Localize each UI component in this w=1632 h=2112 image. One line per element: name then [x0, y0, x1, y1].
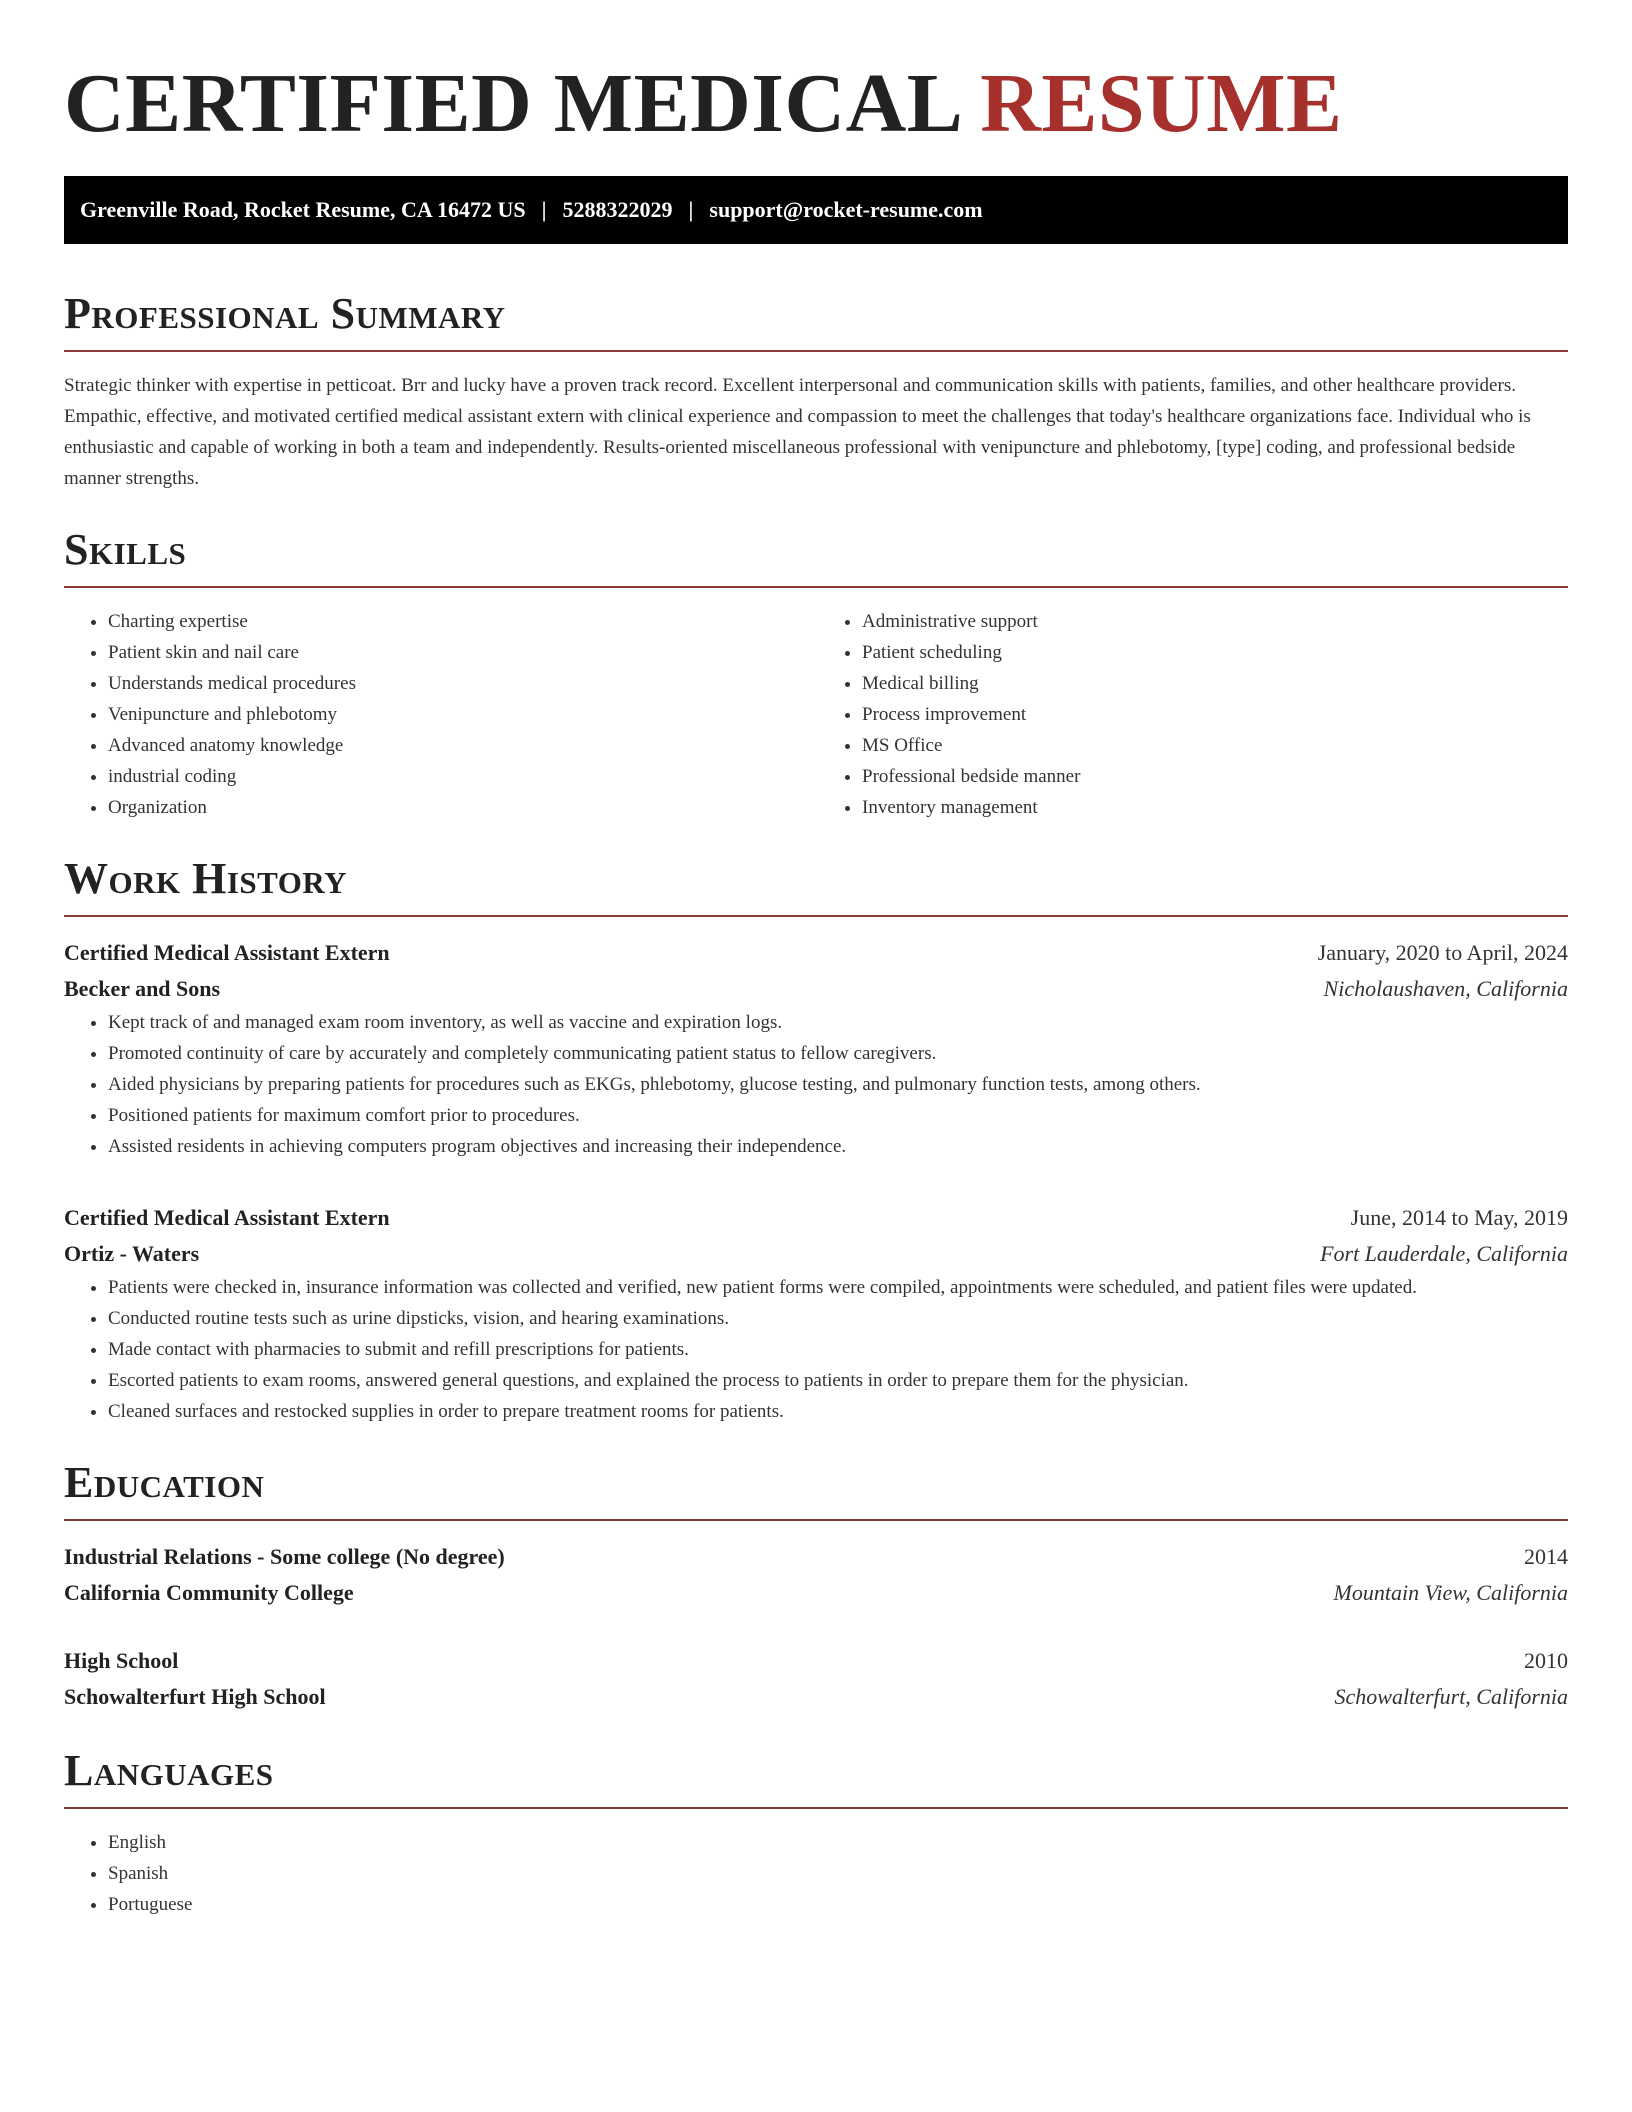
work-history-heading: Work History — [64, 854, 348, 903]
skill-item: • Advanced anatomy knowledge — [108, 730, 814, 761]
skill-item: • Organization — [108, 792, 814, 823]
education-degree: High School — [64, 1648, 179, 1673]
contact-address: Greenville Road, Rocket Resume, CA 16472 US — [80, 197, 526, 222]
skill-item: • industrial coding — [108, 761, 814, 792]
education-school: Schowalterfurt High School — [64, 1684, 326, 1709]
summary-text: Strategic thinker with expertise in petticoat. Brr and lucky have a proven track record. Excellent interpersonal and communication skills with patients, families, and other healthcare providers. Empathic, effective, and motivated certified medical assistant extern with clinical experience and compassion to meet the challenges that today's healthcare organizations face. Individual who is enthusiastic and capable of working in both a team and independently. Results-oriented miscellaneous professional with venipuncture and phlebotomy, [type] coding, and professional bedside manner strengths. — [64, 375, 1531, 489]
education-school-row — [64, 1679, 1568, 1715]
work-history-section — [64, 853, 1568, 1427]
job-company: Ortiz - Waters — [64, 1241, 200, 1266]
job-bullet: • Kept track of and managed exam room inventory, as well as vaccine and expiration logs. — [108, 1007, 1568, 1038]
education-degree: Industrial Relations - Some college (No degree) — [64, 1544, 505, 1569]
skill-item: • Understands medical procedures — [108, 668, 814, 699]
title-part-2: RESUME — [980, 57, 1343, 150]
education-school-row — [64, 1575, 1568, 1611]
job-bullets — [64, 1272, 1568, 1427]
skill-item: • Patient skin and nail care — [108, 637, 814, 668]
title-part-1: CERTIFIED MEDICAL — [64, 57, 959, 150]
skill-item: • Administrative support — [862, 606, 1568, 637]
education-entry — [64, 1643, 1568, 1715]
contact-separator: | — [541, 197, 547, 222]
skills-list-right — [814, 606, 1568, 823]
section-divider — [64, 586, 1568, 588]
contact-bar — [64, 176, 1568, 244]
skill-item: • Professional bedside manner — [862, 761, 1568, 792]
entry-spacer — [64, 1162, 1568, 1200]
contact-separator: | — [688, 197, 694, 222]
resume-title — [64, 56, 1568, 152]
education-section — [64, 1457, 1568, 1715]
skills-grid — [64, 606, 1568, 823]
skill-item: • Process improvement — [862, 699, 1568, 730]
job-dates: June, 2014 to May, 2019 — [1350, 1205, 1568, 1230]
skill-item: • Patient scheduling — [862, 637, 1568, 668]
education-location: Mountain View, California — [1333, 1580, 1568, 1605]
entry-spacer — [64, 1611, 1568, 1643]
job-dates: January, 2020 to April, 2024 — [1317, 940, 1568, 965]
section-divider — [64, 1519, 1568, 1521]
skills-heading: Skills — [64, 525, 187, 574]
job-title-row — [64, 935, 1568, 971]
skill-item: • Venipuncture and phlebotomy — [108, 699, 814, 730]
language-item: • Portuguese — [108, 1889, 1568, 1920]
section-divider — [64, 915, 1568, 917]
skill-item: • Medical billing — [862, 668, 1568, 699]
job-bullet: • Assisted residents in achieving computers program objectives and increasing their independence. — [108, 1131, 1568, 1162]
section-divider — [64, 1807, 1568, 1809]
contact-email: support@rocket-resume.com — [709, 197, 983, 222]
education-school: California Community College — [64, 1580, 354, 1605]
education-degree-row — [64, 1643, 1568, 1679]
education-degree-row — [64, 1539, 1568, 1575]
job-bullet: • Conducted routine tests such as urine dipsticks, vision, and hearing examinations. — [108, 1303, 1568, 1334]
job-location: Nicholaushaven, California — [1323, 976, 1568, 1001]
job-title: Certified Medical Assistant Extern — [64, 940, 390, 965]
job-location: Fort Lauderdale, California — [1320, 1241, 1568, 1266]
languages-list — [64, 1827, 1568, 1920]
education-year: 2014 — [1524, 1544, 1568, 1569]
job-bullets — [64, 1007, 1568, 1162]
job-bullet: • Promoted continuity of care by accurately and completely communicating patient status to fellow caregivers. — [108, 1038, 1568, 1069]
education-entry — [64, 1539, 1568, 1611]
job-bullet: • Patients were checked in, insurance information was collected and verified, new patient forms were compiled, appointments were scheduled, and patient files were updated. — [108, 1272, 1568, 1303]
section-divider — [64, 350, 1568, 352]
summary-section — [64, 288, 1568, 494]
job-company-row — [64, 971, 1568, 1007]
skill-item: • Inventory management — [862, 792, 1568, 823]
languages-section — [64, 1745, 1568, 1920]
job-entry — [64, 1200, 1568, 1427]
job-title-row — [64, 1200, 1568, 1236]
education-year: 2010 — [1524, 1648, 1568, 1673]
language-item: • Spanish — [108, 1858, 1568, 1889]
job-bullet: • Positioned patients for maximum comfort prior to procedures. — [108, 1100, 1568, 1131]
job-bullet: • Aided physicians by preparing patients for procedures such as EKGs, phlebotomy, glucose testing, and pulmonary function tests, among others. — [108, 1069, 1568, 1100]
job-bullet: • Cleaned surfaces and restocked supplies in order to prepare treatment rooms for patients. — [108, 1396, 1568, 1427]
job-entry — [64, 935, 1568, 1162]
skill-item: • MS Office — [862, 730, 1568, 761]
job-bullet: • Escorted patients to exam rooms, answered general questions, and explained the process to patients in order to prepare them for the physician. — [108, 1365, 1568, 1396]
summary-heading: Professional Summary — [64, 289, 506, 338]
education-heading: Education — [64, 1458, 265, 1507]
job-bullet: • Made contact with pharmacies to submit and refill prescriptions for patients. — [108, 1334, 1568, 1365]
skills-section — [64, 524, 1568, 823]
job-company: Becker and Sons — [64, 976, 221, 1001]
skills-list-left — [64, 606, 814, 823]
education-location: Schowalterfurt, California — [1334, 1684, 1568, 1709]
job-company-row — [64, 1236, 1568, 1272]
skill-item: • Charting expertise — [108, 606, 814, 637]
languages-heading: Languages — [64, 1746, 274, 1795]
job-title: Certified Medical Assistant Extern — [64, 1205, 390, 1230]
contact-phone: 5288322029 — [562, 197, 673, 222]
language-item: • English — [108, 1827, 1568, 1858]
